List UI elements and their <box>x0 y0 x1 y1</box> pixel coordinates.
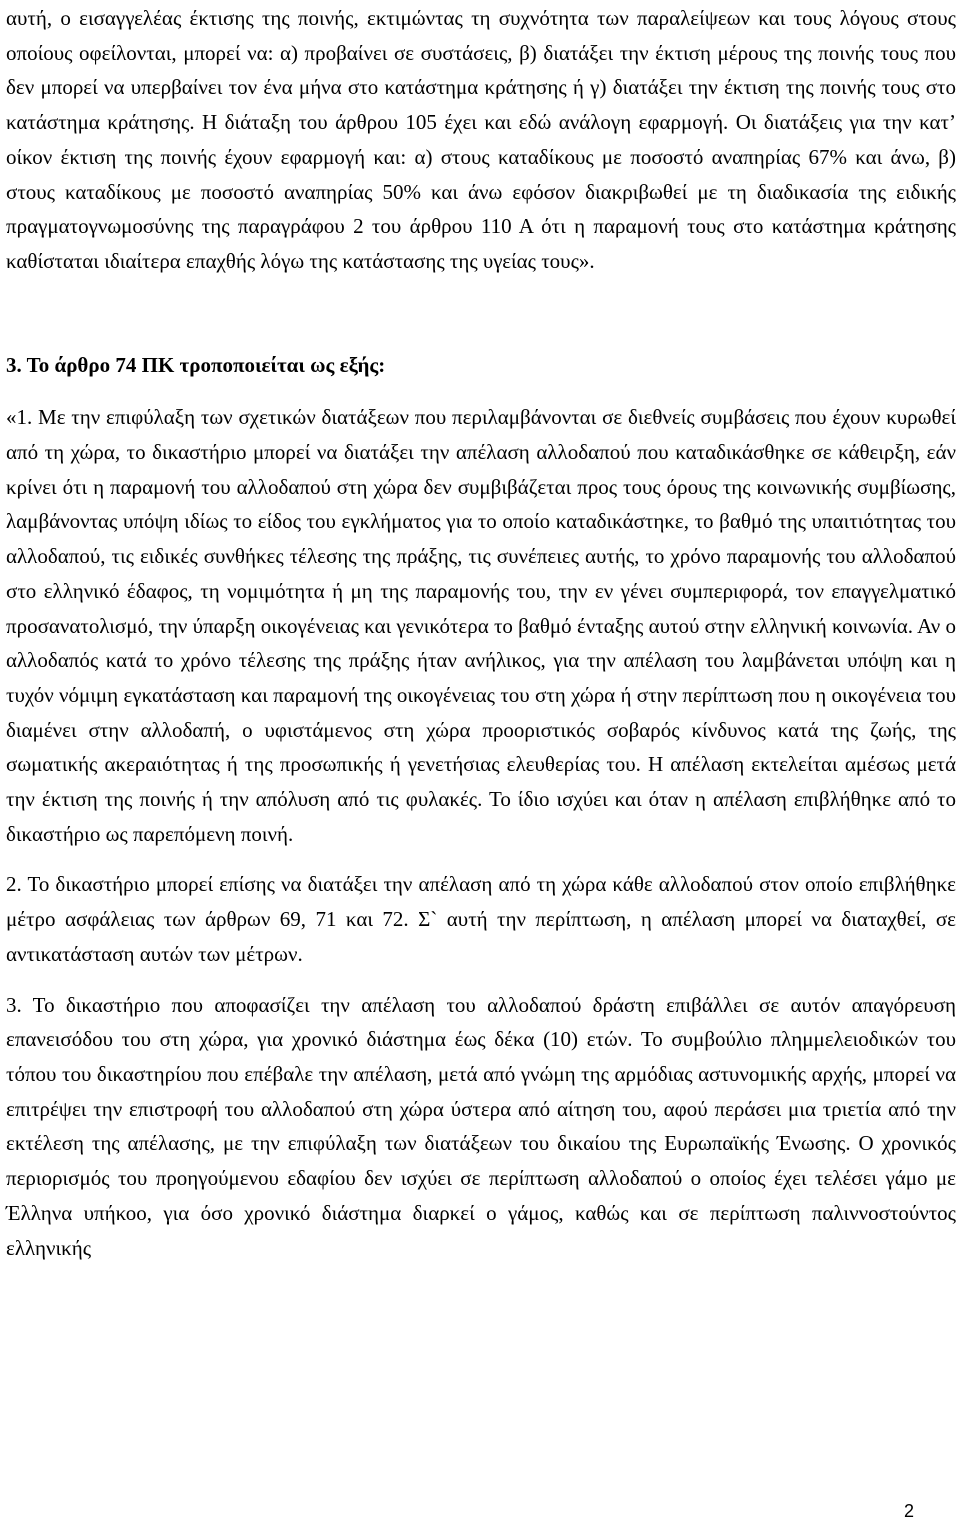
paragraph-article-1: «1. Με την επιφύλαξη των σχετικών διατάξεων που περιλαμβάνονται σε διεθνείς συμβάσεις που έχουν κυρωθεί από τη χώρα, το δικαστήριο μπορεί να διατάξει την απέλαση αλλοδαπού που καταδικάσθηκε σε κάθειρξη, εάν κρίνει ότι η παραμονή του αλλοδαπού στη χώρα δεν συμβιβάζεται προς τους όρους της κοινωνικής συμβίωσης, λαμβάνοντας υπόψη ιδίως το είδος του εγκλήματος για το οποίο καταδικάστηκε, το βαθμό της υπαιτιότητας του αλλοδαπού, τις ειδικές συνθήκες τέλεσης της πράξης, τις συνέπειες αυτής, το χρόνο παραμονής του αλλοδαπού στο ελληνικό έδαφος, τη νομιμότητα ή μη της παραμονής του, την εν γένει συμπεριφορά, τον επαγγελματικό προσανατολισμό, την ύπαρξη οικογένειας και γενικότερα το βαθμό ένταξης αυτού στην ελληνική κοινωνία. Αν ο αλλοδαπός κατά το χρόνο τέλεσης της πράξης ήταν ανήλικος, για την απέλαση του λαμβάνεται υπόψη και η τυχόν νόμιμη εγκατάσταση και παραμονή της οικογένειας του στη χώρα ή στην περίπτωση που η οικογένεια του διαμένει στην αλλοδαπή, ο υφιστάμενος στη χώρα προοριστικός σοβαρός κίνδυνος κατά της ζωής, της σωματικής ακεραιότητας ή της προσωπικής ή γενετήσιας ελευθερίας του. Η απέλαση εκτελείται αμέσως μετά την έκτιση της ποινής ή την απόλυση από τις φυλακές. Το ίδιο ισχύει και όταν η απέλαση επιβλήθηκε από το δικαστήριο ως παρεπόμενη ποινή. <box>6 405 956 846</box>
paragraph-article-3: 3. Το δικαστήριο που αποφασίζει την απέλαση του αλλοδαπού δράστη επιβάλλει σε αυτόν απαγόρευση επανεισόδου του στη χώρα, για χρονικό διάστημα έως δέκα (10) ετών. Το συμβούλιο πλημμελειοδικών του τόπου του δικαστηρίου που επέβαλε την απέλαση, μετά από γνώμη της αρμόδιας αστυνομικής αρχής, μπορεί να επιτρέψει την επιστροφή του αλλοδαπού στη χώρα ύστερα από αίτηση του, αφού περάσει μια τριετία από την εκτέλεση της απέλασης, με την επιφύλαξη των διατάξεων του δικαίου της Ευρωπαϊκής Ένωσης. Ο χρονικός περιορισμός του προηγούμενου εδαφίου δεν ισχύει σε περίπτωση αλλοδαπού ο οποίος έχει τελέσει γάμο με Έλληνα υπήκοο, για όσο χρονικό διάστημα διαρκεί ο γάμος, καθώς και σε περίπτωση παλιννοστούντος ελληνικής <box>6 992 956 1260</box>
paragraph-article-2: 2. Το δικαστήριο μπορεί επίσης να διατάξει την απέλαση από τη χώρα κάθε αλλοδαπού στον οποίο επιβλήθηκε μέτρο ασφάλειας των άρθρων 69, 71 και 72. Σ` αυτή την περίπτωση, η απέλαση μπορεί να διαταχθεί, σε αντικατάσταση αυτών των μέτρων. <box>6 872 956 966</box>
paragraph-intro: αυτή, ο εισαγγελέας έκτισης της ποινής, εκτιμώντας τη συχνότητα των παραλείψεων και τους λόγους στους οποίους οφείλονται, μπορεί να: α) προβαίνει σε συστάσεις, β) διατάξει την έκτιση μέρους της ποινής τους που δεν μπορεί να υπερβαίνει τον ένα μήνα στο κατάστημα κράτησης ή γ) διατάξει την έκτιση της ποινής τους στο κατάστημα κράτησης. Η διάταξη του άρθρου 105 έχει και εδώ ανάλογη εφαρμογή. Οι διατάξεις για την κατ’ οίκον έκτιση της ποινής έχουν εφαρμογή και: α) στους καταδίκους με ποσοστό αναπηρίας 67% και άνω, β) στους καταδίκους με ποσοστό αναπηρίας 50% και άνω εφόσον διακριβωθεί με τη διαδικασία της ειδικής πραγματογνωμοσύνης της παραγράφου 2 του άρθρου 110 Α ότι η παραμονή τους στο κατάστημα κράτησης καθίσταται ιδιαίτερα επαχθής λόγω της κατάστασης της υγείας τους». <box>6 6 956 273</box>
document-page <box>6 0 956 1265</box>
section-heading: 3. Το άρθρο 74 ΠΚ τροποποιείται ως εξής: <box>6 352 386 377</box>
page-number: 2 <box>903 1501 914 1521</box>
